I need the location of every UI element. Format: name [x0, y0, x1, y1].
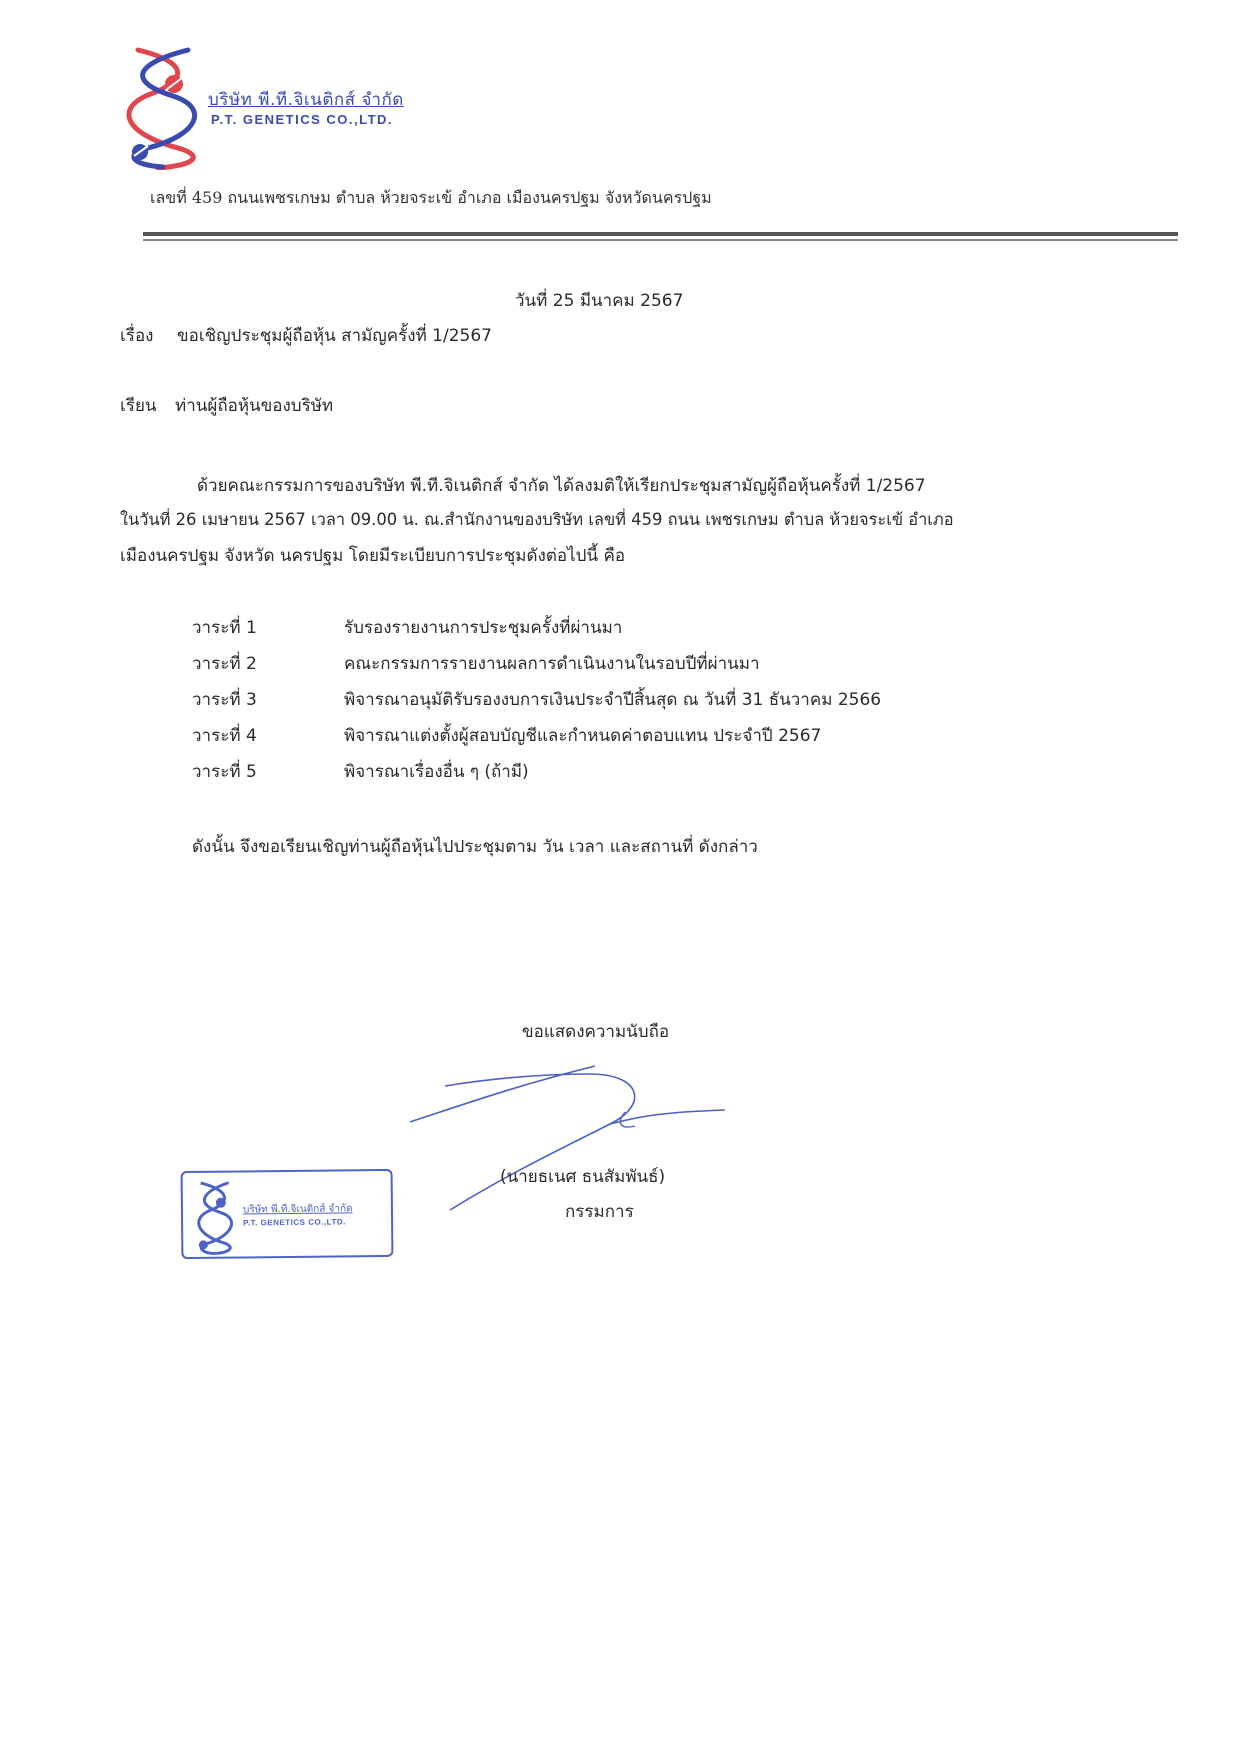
body-line-3: เมืองนครปฐม จังหวัด นครปฐม โดยมีระเบียบการประชุมดังต่อไปนี้ คือ: [120, 546, 626, 566]
stamp-dna-logo-icon: [191, 1178, 242, 1255]
agenda-item: คณะกรรมการรายงานผลการดำเนินงานในรอบปีที่ผ่านมา: [344, 654, 760, 674]
agenda-label: วาระที่ 5: [192, 762, 257, 782]
agenda-item: พิจารณาแต่งตั้งผู้สอบบัญชีและกำหนดค่าตอบแทน ประจำปี 2567: [344, 726, 822, 746]
subject-label: เรื่อง: [120, 326, 154, 346]
recipient-text: ท่านผู้ถือหุ้นของบริษัท: [175, 396, 334, 416]
agenda-label: วาระที่ 2: [192, 654, 257, 674]
agenda-label: วาระที่ 4: [192, 726, 257, 746]
agenda-item: รับรองรายงานการประชุมครั้งที่ผ่านมา: [344, 618, 623, 638]
stamp-company-name-th: บริษัท พี.ที.จิเนติกส์ จำกัด: [242, 1203, 353, 1216]
stamp-company-name-en: P.T. GENETICS CO.,LTD.: [243, 1217, 346, 1228]
company-address: เลขที่ 459 ถนนเพชรเกษม ตำบล ห้วยจระเข้ อำเภอ เมืองนครปฐม จังหวัดนครปฐม: [150, 188, 712, 207]
signatory-title: กรรมการ: [565, 1202, 634, 1222]
company-name-th: บริษัท พี.ที.จิเนติกส์ จำกัด: [208, 90, 404, 110]
subject-text: ขอเชิญประชุมผู้ถือหุ้น สามัญครั้งที่ 1/2567: [177, 326, 492, 346]
closing-line: ดังนั้น จึงขอเรียนเชิญท่านผู้ถือหุ้นไปประชุมตาม วัน เวลา และสถานที่ ดังกล่าว: [192, 837, 758, 857]
agenda-item: พิจารณาเรื่องอื่น ๆ (ถ้ามี): [344, 762, 529, 782]
header-divider-thin: [143, 239, 1178, 241]
signatory-name: (นายธเนศ ธนสัมพันธ์): [500, 1167, 666, 1187]
regards: ขอแสดงความนับถือ: [522, 1022, 670, 1042]
dna-helix-logo-icon: [118, 40, 213, 170]
agenda-label: วาระที่ 3: [192, 690, 257, 710]
signature-mark: [405, 1052, 735, 1222]
agenda-item: พิจารณาอนุมัติรับรองงบการเงินประจำปีสิ้นสุด ณ วันที่ 31 ธันวาคม 2566: [344, 690, 882, 710]
company-stamp: [181, 1169, 394, 1259]
header-divider: [143, 232, 1178, 236]
body-line-1: ด้วยคณะกรรมการของบริษัท พี.ที.จิเนติกส์ จำกัด ได้ลงมติให้เรียกประชุมสามัญผู้ถือหุ้นครั้งที่ 1/2567: [197, 476, 926, 496]
company-name-en: P.T. GENETICS CO.,LTD.: [211, 112, 394, 127]
body-line-2: ในวันที่ 26 เมษายน 2567 เวลา 09.00 น. ณ.สำนักงานของบริษัท เลขที่ 459 ถนน เพชรเกษม ตำบล ห้วยจระเข้ อำเภอ: [120, 510, 954, 529]
letter-date: วันที่ 25 มีนาคม 2567: [515, 291, 684, 311]
recipient-label: เรียน: [120, 396, 157, 416]
agenda-label: วาระที่ 1: [192, 618, 257, 638]
